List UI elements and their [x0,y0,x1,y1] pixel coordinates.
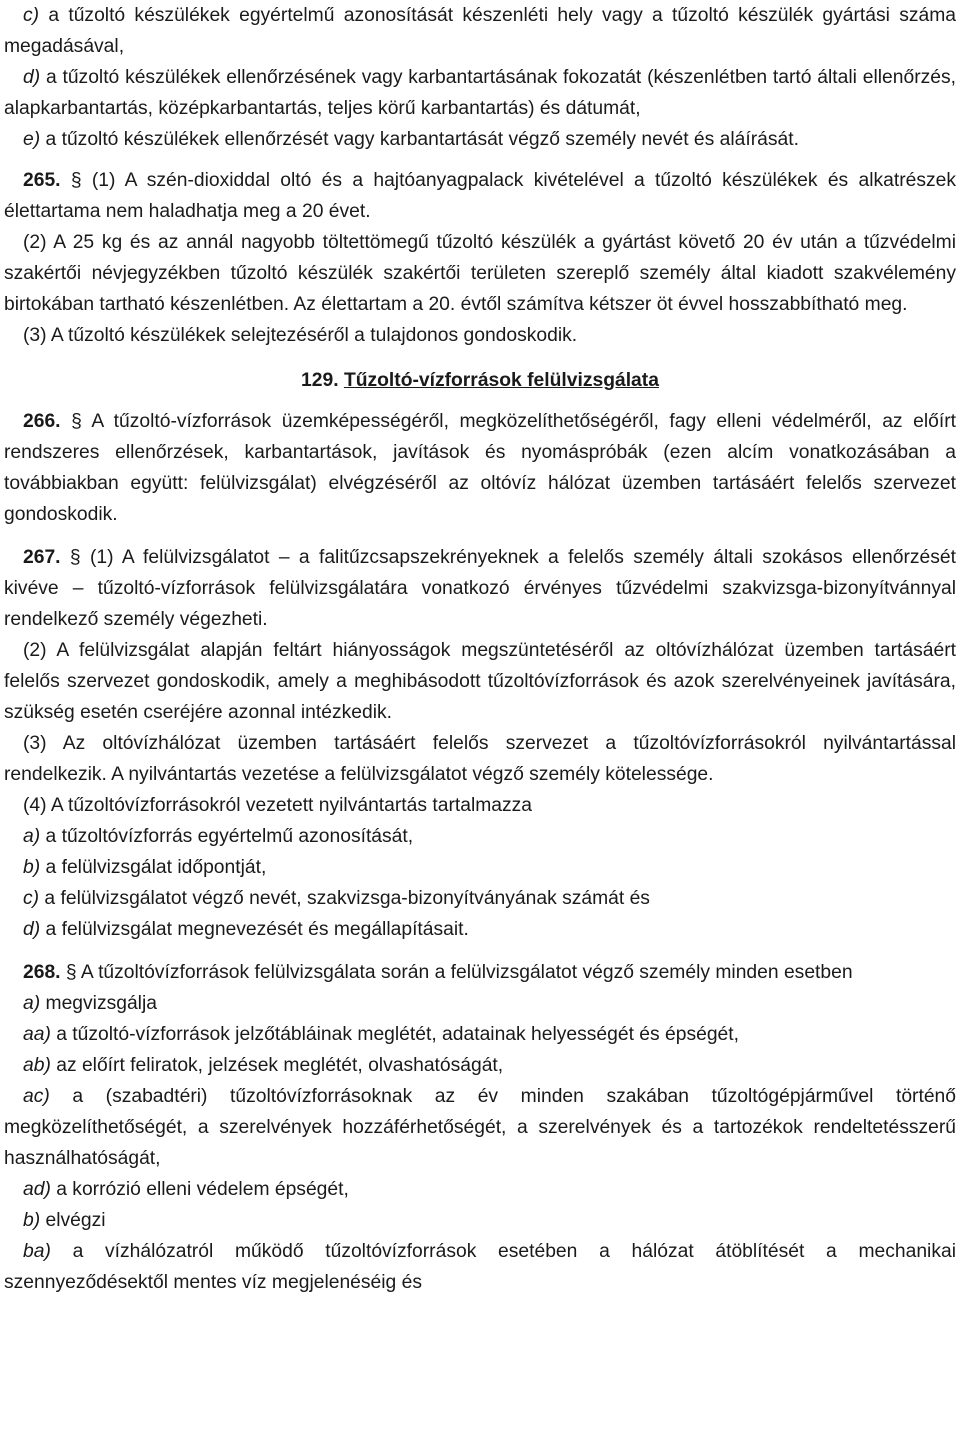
paragraph-sign: § [69,547,81,568]
list-item-b [4,852,956,883]
section-number: 265. [23,170,61,191]
list-item-e [4,124,956,155]
section-number: 267. [23,547,61,568]
document-page [4,0,956,1298]
heading-title: Tűzoltó-vízforrások felülvizsgálata [343,370,659,391]
item-text: a tűzoltó készülékek ellenőrzését vagy karbantartását végző személy nevét és aláírását. [40,129,799,150]
item-prefix: ab) [23,1055,51,1076]
item-text: a (szabadtéri) tűzoltóvízforrásoknak az év minden szakában tűzoltógépjárművel történő megközelíthetőségét, a szerelvények hozzáférhetőségét, a szerelvények és a tartozékok rendeltetésszerű használhatóságát, [4,1086,956,1169]
item-prefix: a) [23,993,41,1014]
section-267-p2: (2) A felülvizsgálat alapján feltárt hiányosságok megszüntetéséről az oltóvízhálózat üzemben tartásáért felelős szervezet gondoskodik, amely a meghibásodott tűzoltóvízforrások és azok szerelvényeinek javítására, szükség esetén cseréjére azonnal intézkedik. [4,640,956,723]
section-267-p3: (3) Az oltóvízhálózat üzemben tartásáért felelős szervezet a tűzoltóvízforrásokról nyilvántartással rendelkezik. A nyilvántartás vezetése a felülvizsgálatot végző személy kötelessége. [4,733,956,785]
list-item-a [4,988,956,1019]
list-item-ba [4,1236,956,1298]
paragraph-sign: § [65,962,77,983]
item-text: a tűzoltó-vízforrások jelzőtábláinak meglétét, adatainak helyességét és épségét, [50,1024,739,1045]
subtitle-heading [4,365,956,396]
item-text: elvégzi [40,1210,106,1231]
item-prefix: b) [23,1210,41,1231]
section-266 [4,406,956,530]
item-text: a tűzoltó készülékek egyértelmű azonosítását készenléti hely vagy a tűzoltó készülék gyártási száma megadásával, [4,5,956,57]
heading-number: 129. [301,370,339,391]
list-item-ad [4,1174,956,1205]
list-item-d [4,914,956,945]
list-item-a [4,821,956,852]
list-item-aa [4,1019,956,1050]
paragraph-text: (1) A felülvizsgálatot – a falitűzcsapszekrényeknek a felelős személy általi szokásos ellenőrzését kivéve – tűzoltó-vízforrások felülvizsgálatára vonatkozó érvényes tűzvédelmi szakvizsga-bizonyítvánnyal rendelkező személy végezheti. [4,547,956,630]
paragraph-text: A tűzoltó-vízforrások üzemképességéről, megközelíthetőségéről, fagy elleni védelméről, az előírt rendszeres ellenőrzések, karbantartások, javítások és nyomáspróbák (ezen alcím vonatkozásában a továbbiakban együtt: felülvizsgálat) elvégzéséről az oltóvíz hálózat üzemben tartásáért felelős szervezet gondoskodik. [4,411,956,525]
item-text: megvizsgálja [40,993,157,1014]
item-prefix: a) [23,826,41,847]
item-prefix: b) [23,857,41,878]
list-item-d [4,62,956,124]
section-265-p3: (3) A tűzoltó készülékek selejtezéséről a tulajdonos gondoskodik. [23,325,578,346]
section-number: 266. [23,411,61,432]
item-prefix: c) [23,5,40,26]
section-265-p1 [4,165,956,227]
paragraph-text: (1) A szén-dioxiddal oltó és a hajtóanyagpalack kivételével a tűzoltó készülékek és alkatrészek élettartama nem haladhatja meg a 20 évet. [4,170,956,222]
item-prefix: aa) [23,1024,51,1045]
list-item-b [4,1205,956,1236]
section-268 [4,957,956,988]
paragraph-text: A tűzoltóvízforrások felülvizsgálata során a felülvizsgálatot végző személy minden esetben [76,962,853,983]
item-prefix: d) [23,67,41,88]
item-prefix: ba) [23,1241,51,1262]
paragraph-sign: § [71,411,82,432]
item-prefix: c) [23,888,40,909]
item-text: a felülvizsgálatot végző nevét, szakvizsga-bizonyítványának számát és [39,888,650,909]
item-prefix: d) [23,919,41,940]
item-prefix: ac) [23,1086,50,1107]
list-item-ac [4,1081,956,1174]
paragraph-sign: § [70,170,82,191]
item-text: a vízhálózatról működő tűzoltóvízforrások esetében a hálózat átöblítését a mechanikai szennyeződésektől mentes víz megjelenéséig és [4,1241,956,1293]
item-prefix: e) [23,129,41,150]
item-text: a tűzoltóvízforrás egyértelmű azonosítását, [40,826,414,847]
section-267-p1 [4,542,956,635]
list-item-ab [4,1050,956,1081]
item-text: a korrózió elleni védelem épségét, [50,1179,349,1200]
list-item-c [4,883,956,914]
section-265-p2: (2) A 25 kg és az annál nagyobb töltettömegű tűzoltó készülék a gyártást követő 20 év után a tűzvédelmi szakértői névjegyzékben tűzoltó készülék szakértői területen szereplő személy által kiadott szakvélemény birtokában tartható készenlétben. Az élettartam a 20. évtől számítva kétszer öt évvel hosszabbítható meg. [4,232,956,315]
item-text: az előírt feliratok, jelzések meglétét, olvashatóságát, [50,1055,504,1076]
item-prefix: ad) [23,1179,51,1200]
section-267-p4: (4) A tűzoltóvízforrásokról vezetett nyilvántartás tartalmazza [23,795,533,816]
item-text: a tűzoltó készülékek ellenőrzésének vagy karbantartásának fokozatát (készenlétben tartó általi ellenőrzés, alapkarbantartás, középkarbantartás, teljes körű karbantartás) és dátumát, [4,67,956,119]
item-text: a felülvizsgálat időpontját, [40,857,267,878]
list-item-c [4,0,956,62]
item-text: a felülvizsgálat megnevezését és megállapításait. [40,919,469,940]
section-number: 268. [23,962,61,983]
